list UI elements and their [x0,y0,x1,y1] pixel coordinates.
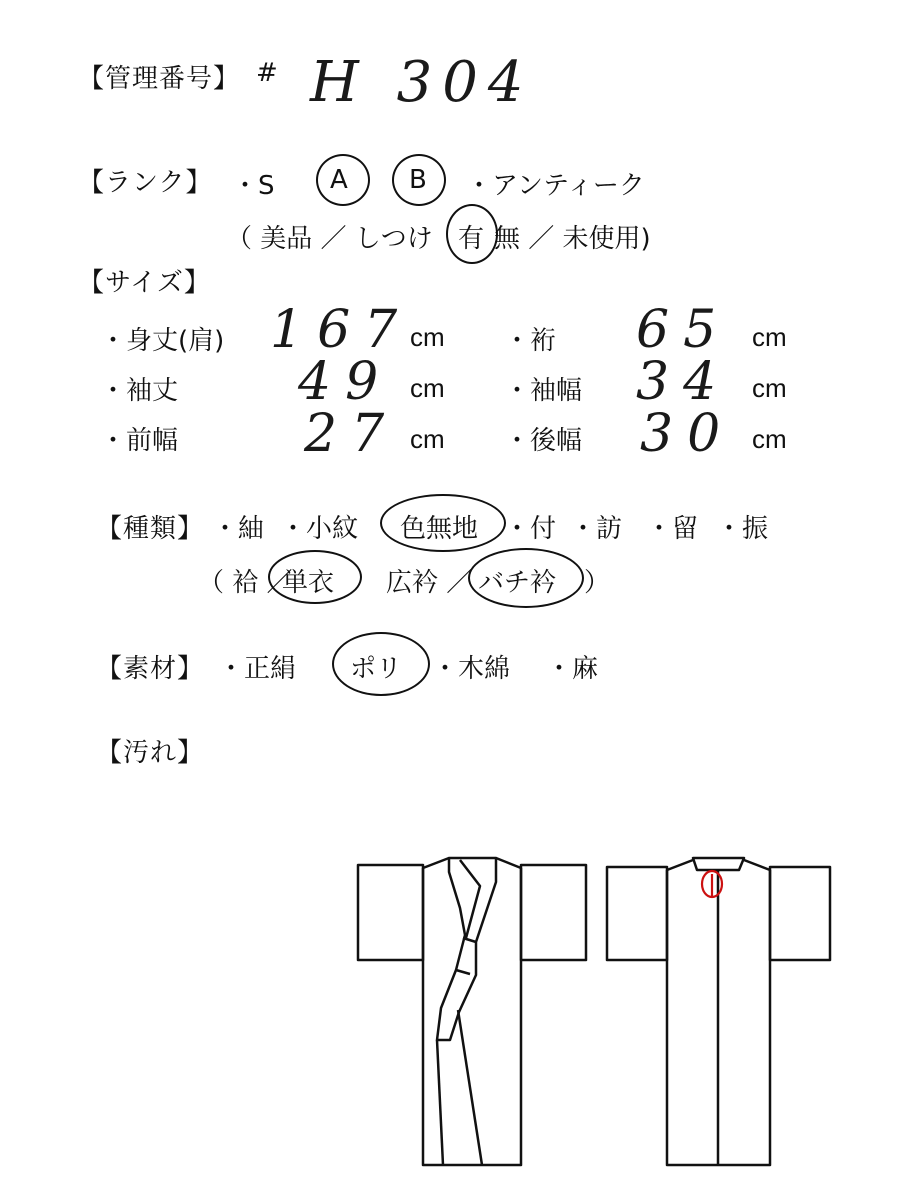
size-unit: cm [410,373,445,403]
management-number-label: 【管理番号】 [78,64,241,94]
kind-tsumugi: ・紬 [212,514,265,544]
material-cotton: ・木綿 [432,654,511,684]
size-unit: cm [410,322,445,352]
material-label: 【素材】 [96,654,205,684]
size-name-yuki: ・裄 [504,326,557,356]
material-hemp: ・麻 [546,654,599,684]
size-unit: cm [752,373,787,403]
kind-awase: （ 袷 ／ [198,568,293,598]
size-value-ushirohaba: 30 [640,404,735,464]
size-unit: cm [410,424,445,454]
size-value-maehaba: 27 [304,404,399,464]
kind-komon: ・小紋 [280,514,359,544]
material-poly: ポリ [350,654,403,684]
size-name-sodetake: ・袖丈 [100,376,179,406]
size-value-sodehaba: 34 [636,352,731,412]
material-silk: ・正絹 [218,654,297,684]
kind-hiroeri: 広衿 ／ [386,568,473,598]
rank-sub-open: （ 美品 ／ しつけ [226,224,433,254]
size-name-mitake: ・身丈(肩) [100,326,225,356]
kind-close-paren: ） [584,568,611,598]
size-value-mitake: 167 [270,300,412,360]
rank-label: 【ランク】 [78,168,213,198]
kind-tsukesage: ・付 [504,514,557,544]
kind-bachieri: バチ衿 [478,568,557,598]
kind-tomesode: ・留 [646,514,699,544]
rank-option-antique: ・アンティーク [466,171,645,201]
kind-iromuji: 色無地 [400,514,479,544]
size-unit: cm [752,322,787,352]
basting-yes: 有 [458,224,485,254]
kimono-back-diagram [607,858,830,1165]
rank-option-b: B [409,165,427,195]
rank-option-s: ・S [232,171,275,201]
kind-furisode: ・振 [716,514,769,544]
size-name-maehaba: ・前幅 [100,426,179,456]
size-value-yuki: 65 [636,300,731,360]
kind-label: 【種類】 [96,514,205,544]
size-value-sodetake: 49 [298,352,393,412]
size-unit: cm [752,424,787,454]
size-name-ushirohaba: ・後幅 [504,426,583,456]
size-label: 【サイズ】 [78,268,211,298]
management-number-value: H 304 [310,50,534,115]
rank-sub-rest: 無 ／ 未使用) [494,224,651,254]
kimono-front-diagram [358,858,586,1165]
size-name-sodehaba: ・袖幅 [504,376,583,406]
rank-option-a: A [330,165,348,195]
hash-symbol: # [256,58,279,88]
kind-houmongi: ・訪 [570,514,623,544]
stain-label: 【汚れ】 [96,738,205,768]
kind-hitoe: 単衣 [282,568,335,598]
